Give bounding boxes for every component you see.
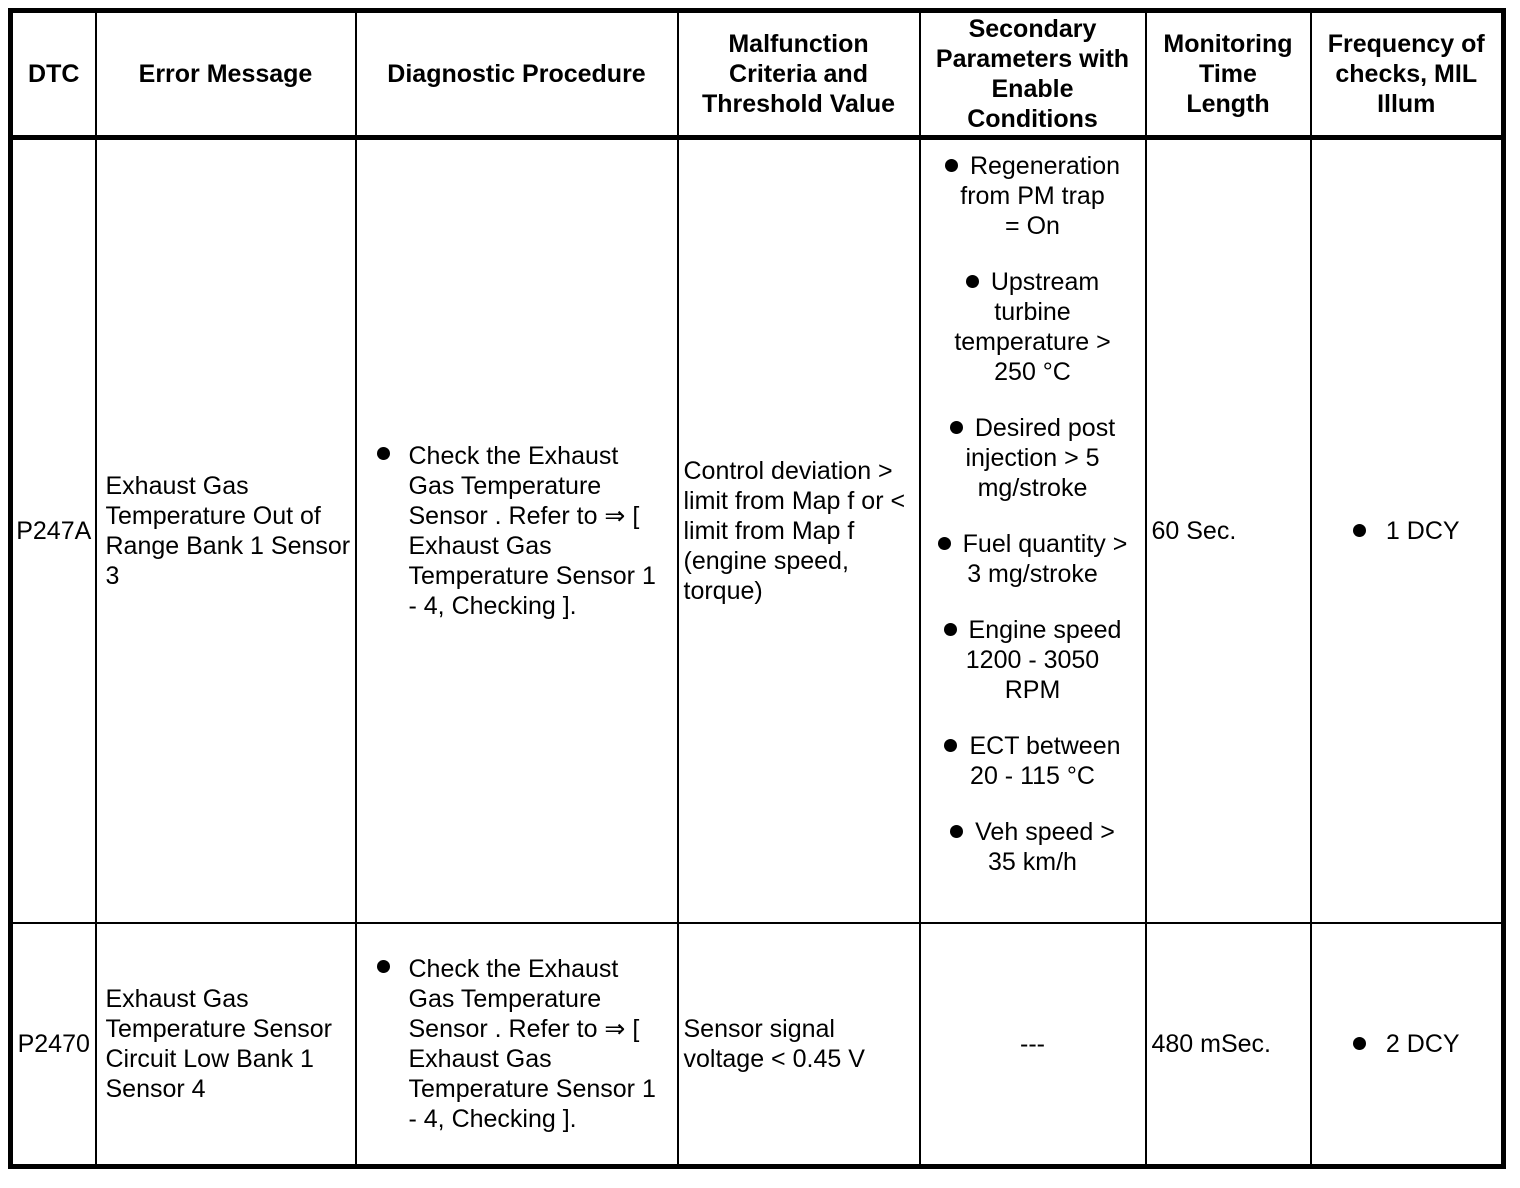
monitoring-time-cell: 60 Sec. [1146, 138, 1311, 923]
list-item [377, 441, 669, 621]
dtc-code: P247A [11, 138, 96, 923]
list-item-text: Fuel quantity > 3 mg/stroke [962, 530, 1128, 588]
bullet-icon [950, 421, 963, 434]
table-header [11, 11, 1504, 138]
bullet-icon [1353, 1037, 1366, 1050]
list-item-text: Check the Exhaust Gas Temperature Sensor . Refer to ⇒ [ Exhaust Gas Temperature Sensor 1 - 4, Checking ]. [408, 954, 656, 1133]
error-message-cell: Exhaust Gas Temperature Sensor Circuit Low Bank 1 Sensor 4 [96, 923, 356, 1167]
column-header-error-message: Error Message [96, 11, 356, 138]
bullet-icon [966, 275, 979, 288]
frequency-cell [1311, 923, 1504, 1167]
diagnostic-procedure-cell [356, 923, 678, 1167]
list-item [937, 615, 1129, 705]
list-item-text: Check the Exhaust Gas Temperature Sensor . Refer to ⇒ [ Exhaust Gas Temperature Sensor 1 - 4, Checking ]. [408, 441, 656, 620]
column-header-secondary-parameters: Secondary Parameters with Enable Conditions [920, 11, 1146, 138]
malfunction-criteria-cell: Sensor signal voltage < 0.45 V [678, 923, 920, 1167]
bullet-icon [950, 825, 963, 838]
list-item-text: Upstream turbine temperature > 250 °C [954, 268, 1111, 386]
dtc-code: P2470 [11, 923, 96, 1167]
bullet-icon [944, 623, 957, 636]
list-item [937, 267, 1129, 387]
diagnostic-procedure-list [377, 954, 669, 1134]
list-item [937, 529, 1129, 589]
frequency-item [1312, 1029, 1502, 1059]
bullet-icon [944, 739, 957, 752]
column-header-diagnostic-procedure: Diagnostic Procedure [356, 11, 678, 138]
column-header-dtc: DTC [11, 11, 96, 138]
frequency-text: 1 DCY [1385, 516, 1460, 545]
list-item [937, 731, 1129, 791]
column-header-malfunction-criteria: Malfunction Criteria and Threshold Value [678, 11, 920, 138]
list-item [377, 954, 669, 1134]
malfunction-criteria-cell: Control deviation > limit from Map f or < limit from Map f (engine speed, torque) [678, 138, 920, 923]
table-body [11, 138, 1504, 1167]
table-row-p247a [11, 138, 1504, 923]
frequency-text: 2 DCY [1385, 1029, 1460, 1058]
list-item [937, 817, 1129, 877]
list-item-text: Veh speed > 35 km/h [975, 818, 1115, 876]
bullet-icon [945, 159, 958, 172]
column-header-monitoring-time: Monitoring Time Length [1146, 11, 1311, 138]
monitoring-time-cell: 480 mSec. [1146, 923, 1311, 1167]
diagnostic-procedure-cell [356, 138, 678, 923]
header-row [11, 11, 1504, 138]
list-item [937, 151, 1129, 241]
bullet-icon [377, 960, 390, 973]
secondary-parameters-cell [920, 138, 1146, 923]
list-item [937, 413, 1129, 503]
frequency-cell [1311, 138, 1504, 923]
secondary-parameters-cell: --- [920, 923, 1146, 1167]
bullet-icon [377, 447, 390, 460]
error-message-cell: Exhaust Gas Temperature Out of Range Bank 1 Sensor 3 [96, 138, 356, 923]
frequency-item [1312, 516, 1502, 546]
dtc-table [8, 8, 1506, 1169]
list-item-text: Desired post injection > 5 mg/stroke [965, 414, 1116, 502]
table-row-p2470 [11, 923, 1504, 1167]
list-item-text: Engine speed 1200 - 3050 RPM [965, 616, 1122, 704]
secondary-parameters-list [937, 151, 1129, 877]
column-header-frequency: Frequency of checks, MIL Illum [1311, 11, 1504, 138]
list-item-text: ECT between 20 - 115 °C [969, 732, 1121, 790]
bullet-icon [938, 537, 951, 550]
list-item-text: Regeneration from PM trap = On [960, 152, 1121, 240]
bullet-icon [1353, 524, 1366, 537]
diagnostic-procedure-list [377, 441, 669, 621]
